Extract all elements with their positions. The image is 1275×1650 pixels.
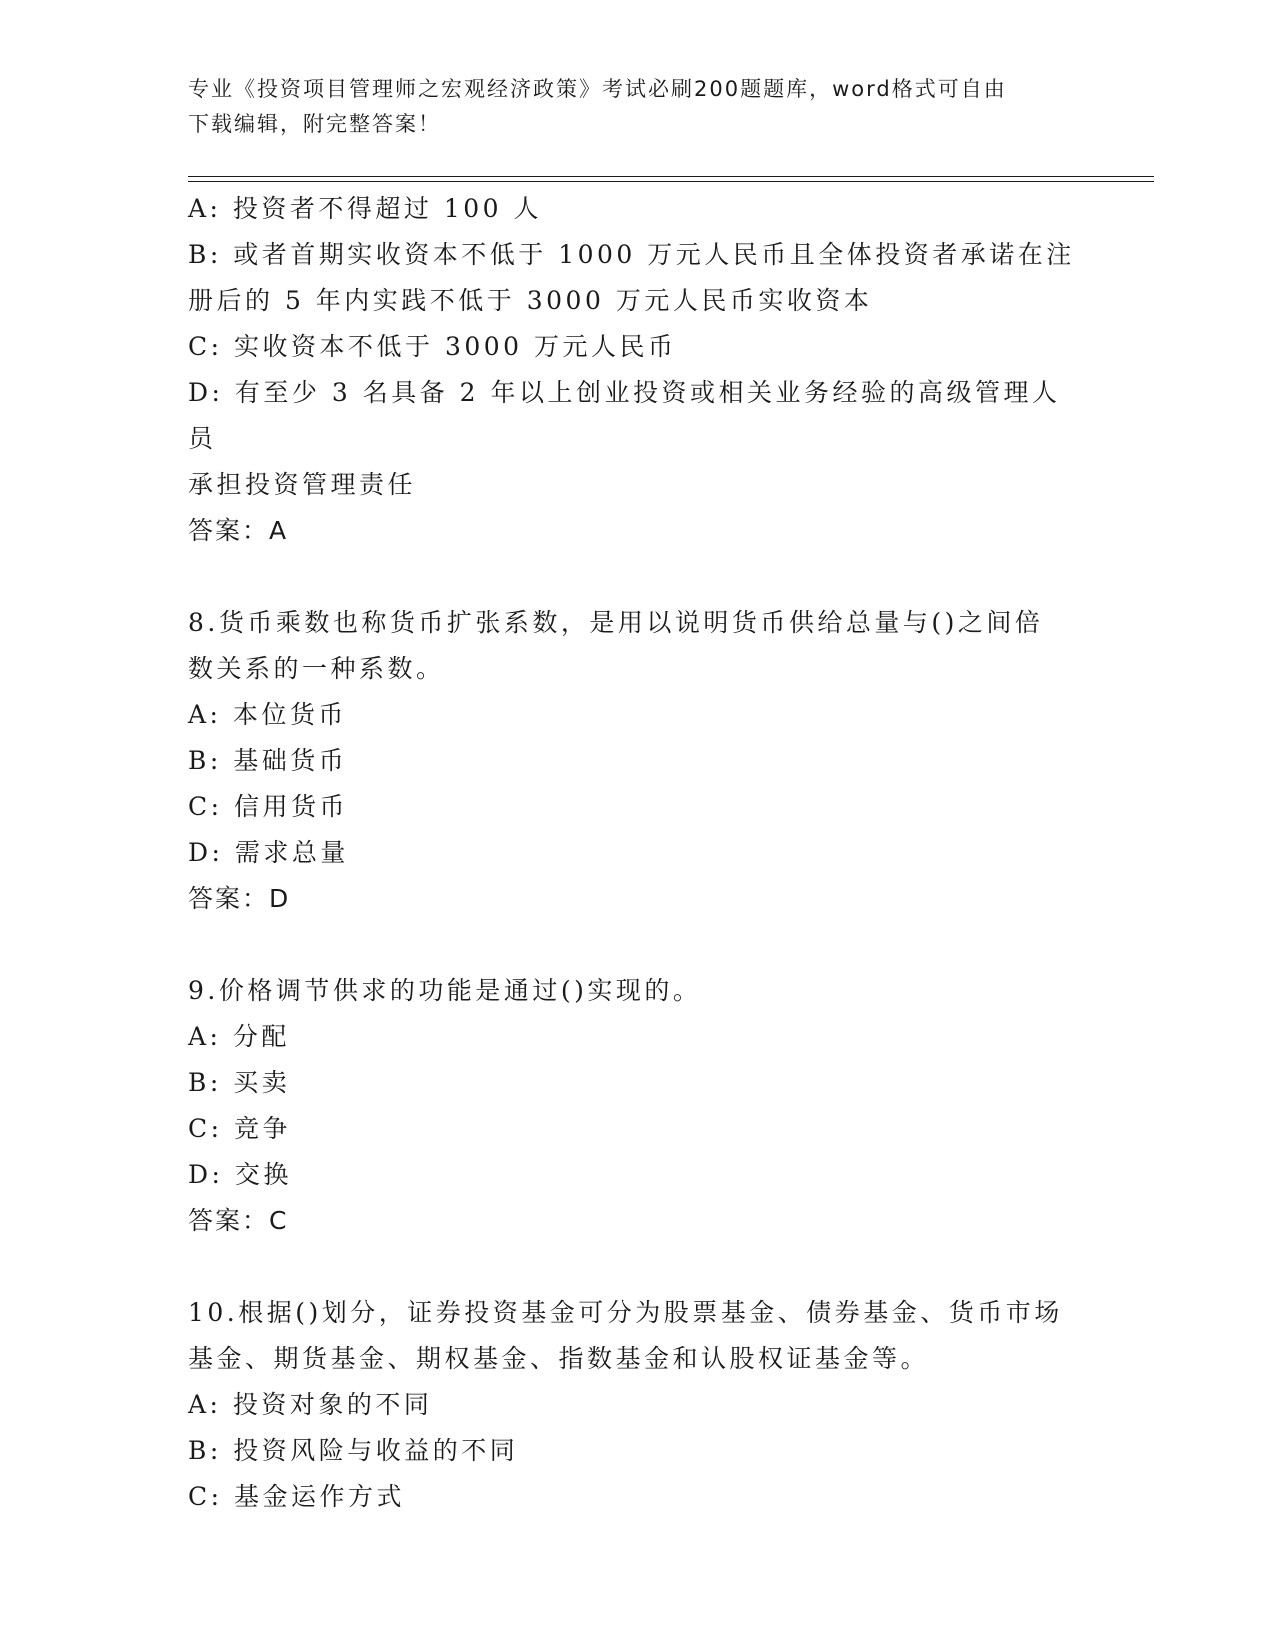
question-8 [188,600,1088,922]
q9-answer: 答案：C [188,1206,289,1235]
q7-answer: 答案：A [188,516,289,545]
question-9 [188,968,1088,1244]
q7-option-d-line-2: 承担投资管理责任 [188,470,417,499]
q8-option-c: C: 信用货币 [188,792,348,821]
q8-option-d: D: 需求总量 [188,838,349,867]
header-title-line-2: 下载编辑，附完整答案！ [188,112,441,136]
q7-option-b-line-1: B: 或者首期实收资本不低于 1000 万元人民币且全体投资者承诺在注 [188,240,1075,269]
header-double-rule [188,176,1154,182]
q9-option-b: B: 买卖 [188,1068,291,1097]
q7-option-a: A: 投资者不得超过 100 人 [188,194,543,223]
q9-stem: 9.价格调节供求的功能是通过()实现的。 [188,976,702,1005]
q7-option-d-line-1: D: 有至少 3 名具备 2 年以上创业投资或相关业务经验的高级管理人员 [188,378,1061,453]
q7-option-b-line-2: 册后的 5 年内实践不低于 3000 万元人民币实收资本 [188,286,873,315]
header-title-line-1: 专业《投资项目管理师之宏观经济政策》考试必刷200题题库，word格式可自由 [188,77,1007,101]
question-list [188,186,1088,1520]
q10-option-b: B: 投资风险与收益的不同 [188,1436,519,1465]
q9-option-a: A: 分配 [188,1022,290,1051]
question-7 [188,186,1088,554]
q8-answer: 答案：D [188,884,291,913]
q8-option-b: B: 基础货币 [188,746,348,775]
q10-stem-line-2: 基金、期货基金、期权基金、指数基金和认股权证基金等。 [188,1344,930,1373]
q8-stem-line-1: 8.货币乘数也称货币扩张系数，是用以说明货币供给总量与()之间倍 [188,608,1044,637]
q10-option-a: A: 投资对象的不同 [188,1390,433,1419]
q9-option-d: D: 交换 [188,1160,292,1189]
question-10 [188,1290,1088,1520]
q10-stem-line-1: 10.根据()划分，证券投资基金可分为股票基金、债券基金、货币市场 [188,1298,1063,1327]
q9-option-c: C: 竞争 [188,1114,291,1143]
document-header [188,72,1078,142]
q7-option-c: C: 实收资本不低于 3000 万元人民币 [188,332,677,361]
q8-option-a: A: 本位货币 [188,700,347,729]
q10-option-c: C: 基金运作方式 [188,1482,405,1511]
q8-stem-line-2: 数关系的一种系数。 [188,654,445,683]
